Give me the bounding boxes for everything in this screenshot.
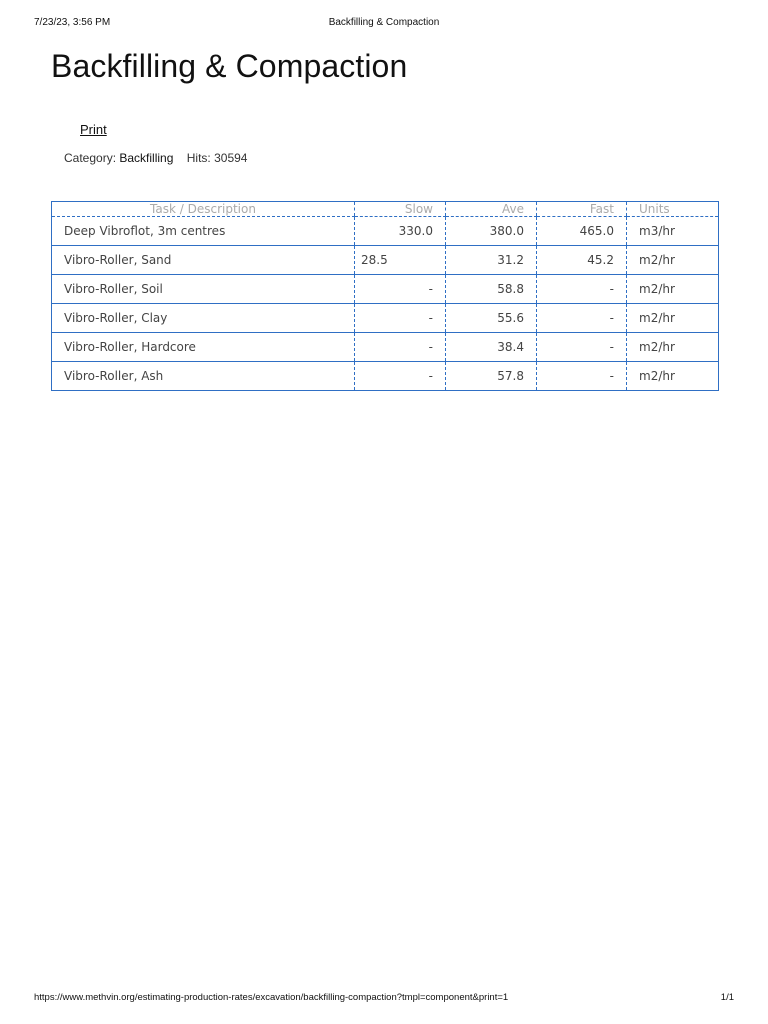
cell-units: m2/hr bbox=[627, 304, 719, 333]
article-meta bbox=[64, 151, 247, 165]
print-url: https://www.methvin.org/estimating-production-rates/excavation/backfilling-compaction?tmpl=component&print=1 bbox=[34, 992, 509, 1003]
cell-units: m2/hr bbox=[627, 333, 719, 362]
print-footer bbox=[34, 992, 734, 1005]
cell-task: Vibro-Roller, Hardcore bbox=[52, 333, 355, 362]
cell-fast: - bbox=[537, 275, 627, 304]
table-header-row bbox=[52, 202, 719, 217]
table-row bbox=[52, 246, 719, 275]
hits-label: Hits: bbox=[186, 151, 211, 165]
cell-fast: - bbox=[537, 362, 627, 391]
table-row bbox=[52, 304, 719, 333]
cell-ave: 380.0 bbox=[446, 217, 537, 246]
header-fast: Fast bbox=[537, 202, 627, 217]
cell-fast: - bbox=[537, 333, 627, 362]
cell-ave: 31.2 bbox=[446, 246, 537, 275]
cell-task: Vibro-Roller, Sand bbox=[52, 246, 355, 275]
table-row bbox=[52, 333, 719, 362]
cell-ave: 57.8 bbox=[446, 362, 537, 391]
table-row bbox=[52, 217, 719, 246]
print-header bbox=[34, 17, 734, 31]
print-page-title: Backfilling & Compaction bbox=[328, 17, 440, 28]
header-units: Units bbox=[627, 202, 719, 217]
cell-task: Vibro-Roller, Soil bbox=[52, 275, 355, 304]
cell-units: m2/hr bbox=[627, 275, 719, 304]
print-datetime: 7/23/23, 3:56 PM bbox=[34, 17, 111, 28]
hits-count: 30594 bbox=[214, 151, 248, 165]
cell-fast: - bbox=[537, 304, 627, 333]
cell-task: Vibro-Roller, Clay bbox=[52, 304, 355, 333]
cell-slow: - bbox=[355, 333, 446, 362]
table-row bbox=[52, 362, 719, 391]
cell-task: Deep Vibroflot, 3m centres bbox=[52, 217, 355, 246]
cell-slow: - bbox=[355, 275, 446, 304]
category-label: Category: bbox=[64, 151, 117, 165]
cell-fast: 465.0 bbox=[537, 217, 627, 246]
cell-units: m2/hr bbox=[627, 246, 719, 275]
cell-slow: 330.0 bbox=[355, 217, 446, 246]
cell-ave: 55.6 bbox=[446, 304, 537, 333]
production-rates-table bbox=[51, 201, 719, 391]
cell-units: m3/hr bbox=[627, 217, 719, 246]
cell-ave: 58.8 bbox=[446, 275, 537, 304]
page-title: Backfilling & Compaction bbox=[51, 48, 408, 84]
header-task: Task / Description bbox=[52, 202, 355, 217]
cell-slow: - bbox=[355, 362, 446, 391]
table-row bbox=[52, 275, 719, 304]
cell-units: m2/hr bbox=[627, 362, 719, 391]
cell-task: Vibro-Roller, Ash bbox=[52, 362, 355, 391]
cell-ave: 38.4 bbox=[446, 333, 537, 362]
cell-slow: 28.5 bbox=[355, 246, 446, 275]
cell-slow: - bbox=[355, 304, 446, 333]
cell-fast: 45.2 bbox=[537, 246, 627, 275]
category-link[interactable]: Backfilling bbox=[119, 151, 174, 165]
page-number: 1/1 bbox=[720, 992, 734, 1003]
header-slow: Slow bbox=[355, 202, 446, 217]
header-ave: Ave bbox=[446, 202, 537, 217]
print-link[interactable]: Print bbox=[80, 122, 107, 137]
